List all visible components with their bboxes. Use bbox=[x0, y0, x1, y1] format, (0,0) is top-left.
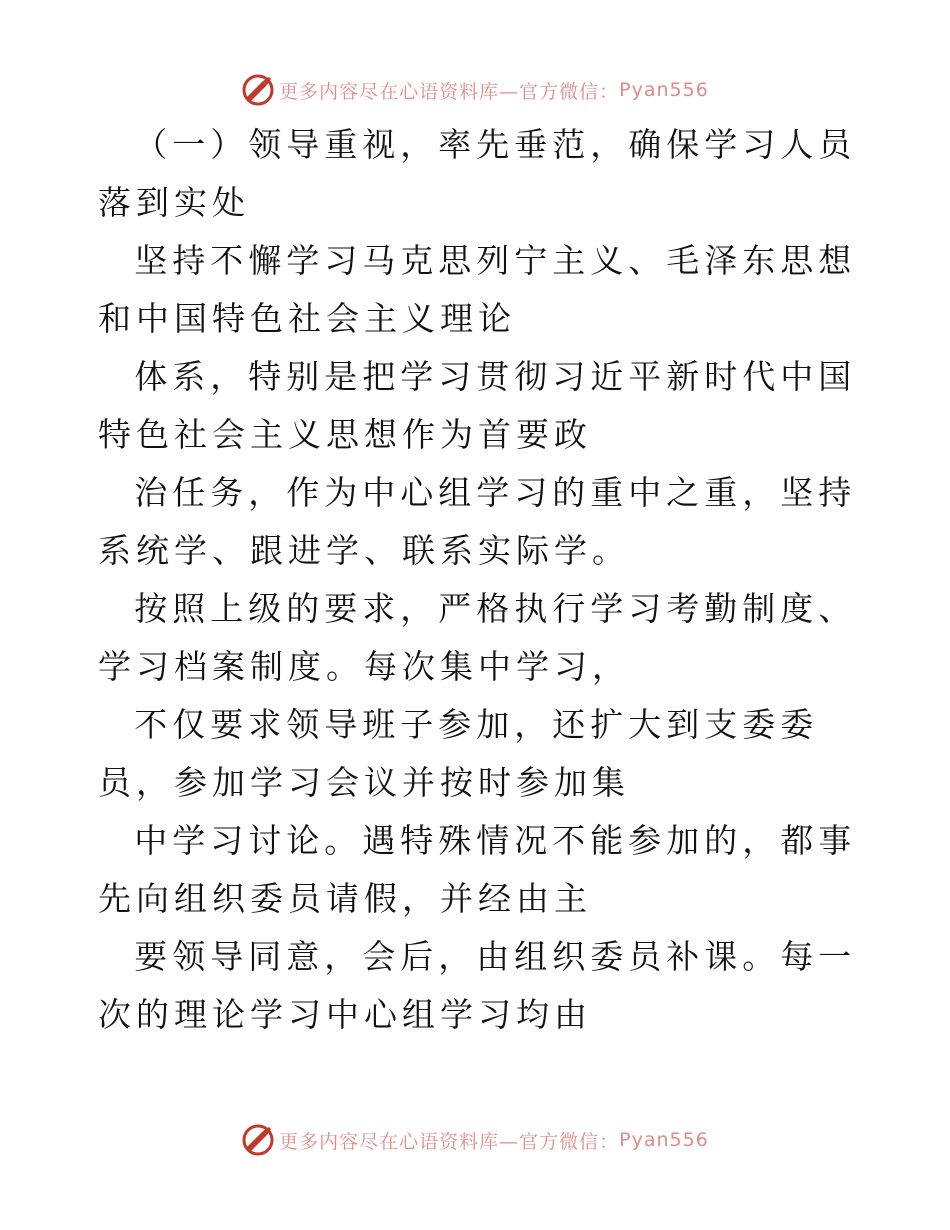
paragraph: 不仅要求领导班子参加，还扩大到支委委员，参加学习会议并按时参加集 bbox=[98, 705, 819, 802]
red-seal-logo-icon bbox=[241, 73, 275, 107]
document-body bbox=[98, 116, 858, 1044]
red-seal-logo-icon bbox=[241, 1123, 275, 1157]
paragraph: （一）领导重视，率先垂范，确保学习人员落到实处 bbox=[98, 125, 857, 222]
banner-text: 更多内容尽在心语资料库—官方微信： bbox=[279, 1130, 620, 1153]
banner-wechat-id: Pyan556 bbox=[619, 1129, 709, 1151]
banner-wechat-id: Pyan556 bbox=[619, 79, 709, 101]
paragraph: 要领导同意，会后，由组织委员补课。每一次的理论学习中心组学习均由 bbox=[98, 937, 857, 1034]
banner-text: 更多内容尽在心语资料库—官方微信： bbox=[279, 80, 620, 103]
paragraph: 中学习讨论。遇特殊情况不能参加的，都事先向组织委员请假，并经由主 bbox=[98, 821, 857, 918]
footer-banner bbox=[0, 1120, 950, 1160]
paragraph: 治任务，作为中心组学习的重中之重，坚持系统学、跟进学、联系实际学。 bbox=[98, 473, 857, 570]
paragraph: 按照上级的要求，严格执行学习考勤制度、学习档案制度。每次集中学习， bbox=[98, 589, 857, 686]
header-banner bbox=[0, 70, 950, 110]
paragraph: 坚持不懈学习马克思列宁主义、毛泽东思想和中国特色社会主义理论 bbox=[98, 241, 857, 338]
paragraph: 体系，特别是把学习贯彻习近平新时代中国特色社会主义思想作为首要政 bbox=[98, 357, 857, 454]
